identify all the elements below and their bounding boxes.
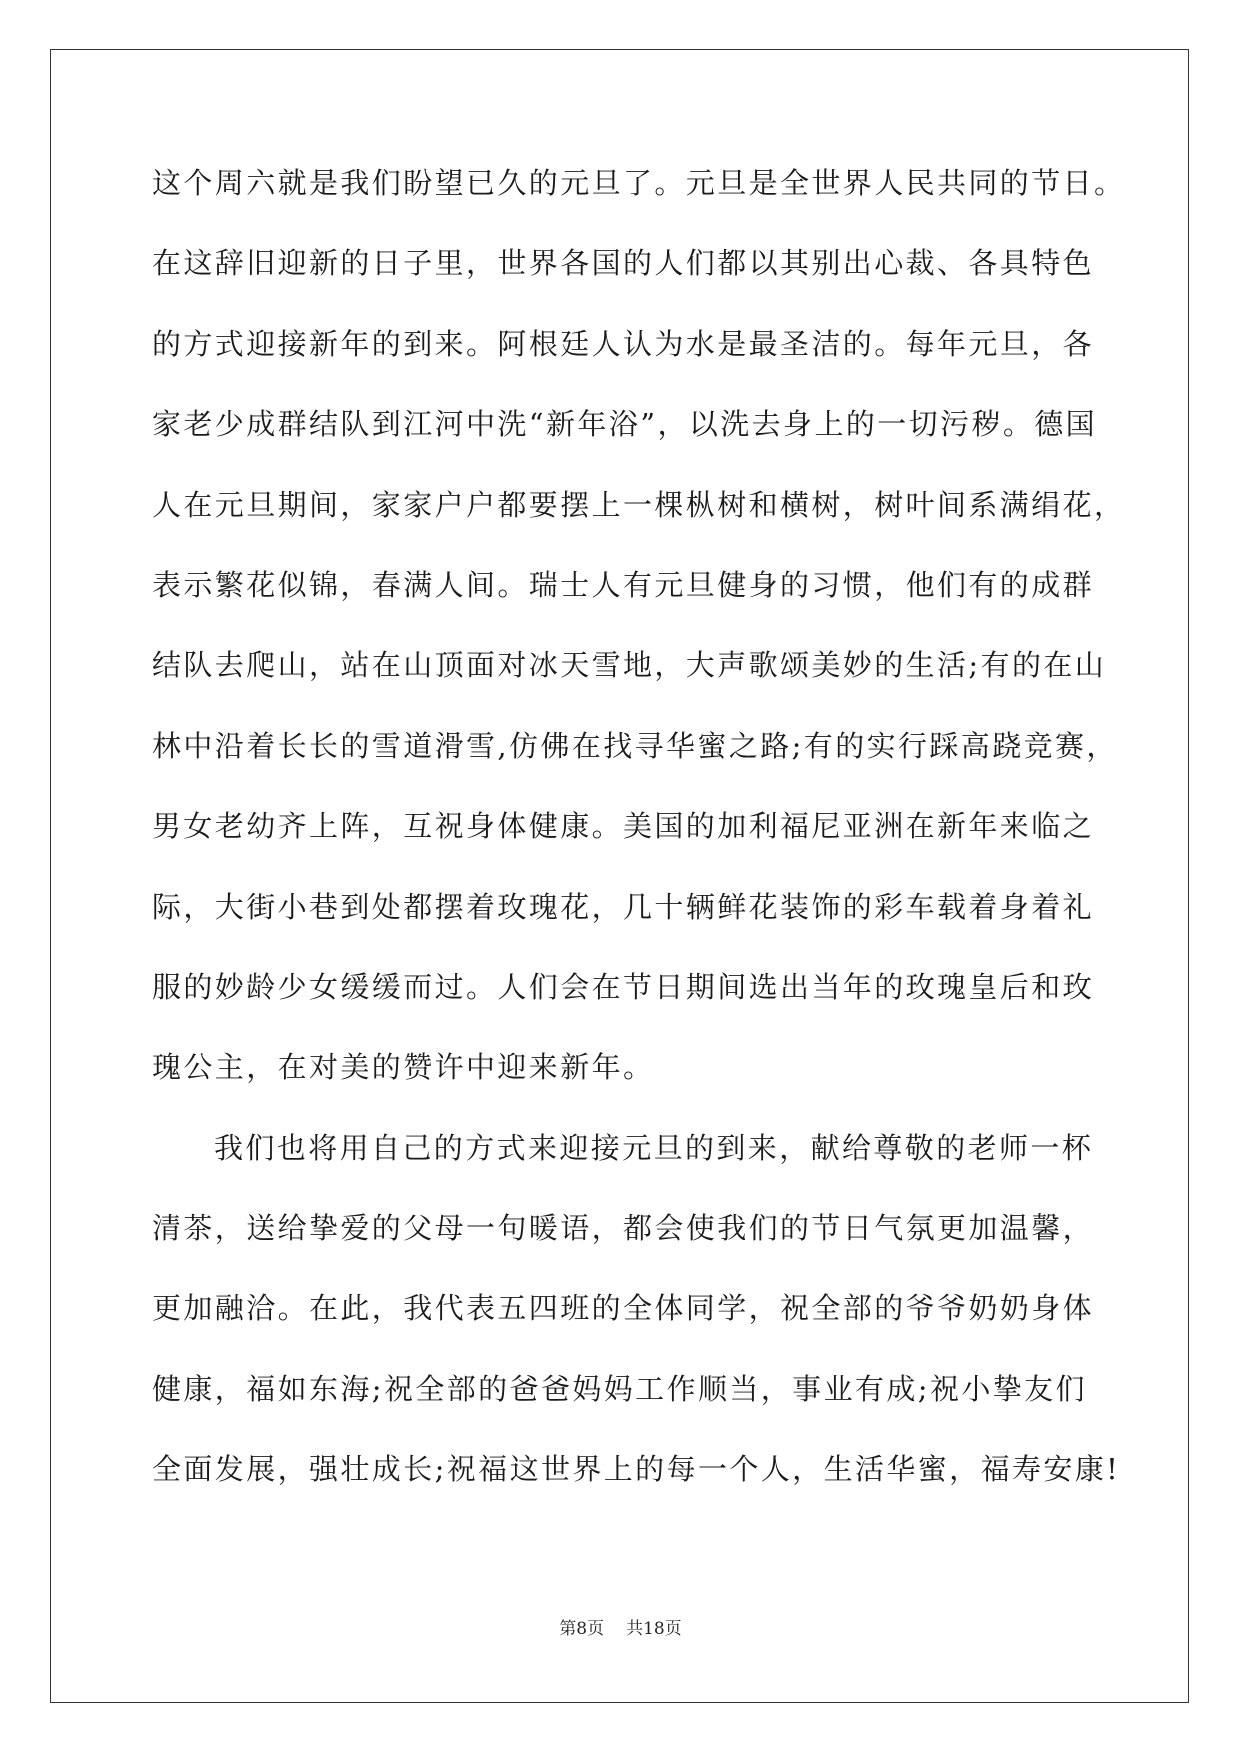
text-line: 服的妙龄少女缓缓而过。人们会在节日期间选出当年的玫瑰皇后和玫 xyxy=(152,969,1095,1004)
text-line: 林中沿着长长的雪道滑雪,仿佛在找寻华蜜之路;有的实行踩高跷竞赛， xyxy=(152,728,1118,763)
page-number-total: 共18页 xyxy=(626,1619,682,1639)
text-line: 表示繁花似锦，春满人间。瑞士人有元旦健身的习惯，他们有的成群 xyxy=(152,567,1095,602)
text-line: 男女老幼齐上阵，互祝身体健康。美国的加利福尼亚洲在新年来临之 xyxy=(152,809,1095,844)
page-footer xyxy=(0,1618,1241,1640)
text-line: 健康，福如东海;祝全部的爸爸妈妈工作顺当，事业有成;祝小挚友们 xyxy=(152,1371,1087,1406)
page-number-current: 第8页 xyxy=(559,1619,605,1639)
text-line: 家老少成群结队到江河中洗“新年浴”，以洗去身上的一切污秽。德国 xyxy=(152,407,1098,442)
text-line: 这个周六就是我们盼望已久的元旦了。元旦是全世界人民共同的节日。 xyxy=(152,166,1126,200)
text-line: 人在元旦期间，家家户户都要摆上一棵枞树和横树，树叶间系满绢花， xyxy=(152,487,1126,522)
document-body xyxy=(152,165,1126,1532)
text-line: 在这辞旧迎新的日子里，世界各国的人们都以其别出心裁、各具特色 xyxy=(152,246,1095,281)
text-line: 际，大街小巷到处都摆着玫瑰花，几十辆鲜花装饰的彩车载着身着礼 xyxy=(152,889,1095,924)
text-line: 更加融洽。在此，我代表五四班的全体同学，祝全部的爷爷奶奶身体 xyxy=(152,1291,1095,1326)
text-line: 瑰公主，在对美的赞许中迎来新年。 xyxy=(152,1050,655,1085)
text-line: 结队去爬山，站在山顶面对冰天雪地，大声歌颂美妙的生活;有的在山 xyxy=(152,648,1107,683)
text-line: 的方式迎接新年的到来。阿根廷人认为水是最圣洁的。每年元旦，各 xyxy=(152,326,1095,361)
text-line: 全面发展，强壮成长;祝福这世界上的每一个人，生活华蜜，福寿安康! xyxy=(152,1452,1121,1487)
paragraph-first-line: 我们也将用自己的方式来迎接元旦的到来，献给尊敬的老师一杯 xyxy=(214,1130,1094,1165)
text-line: 清茶，送给挚爱的父母一句暖语，都会使我们的节日气氛更加温馨， xyxy=(152,1211,1095,1246)
